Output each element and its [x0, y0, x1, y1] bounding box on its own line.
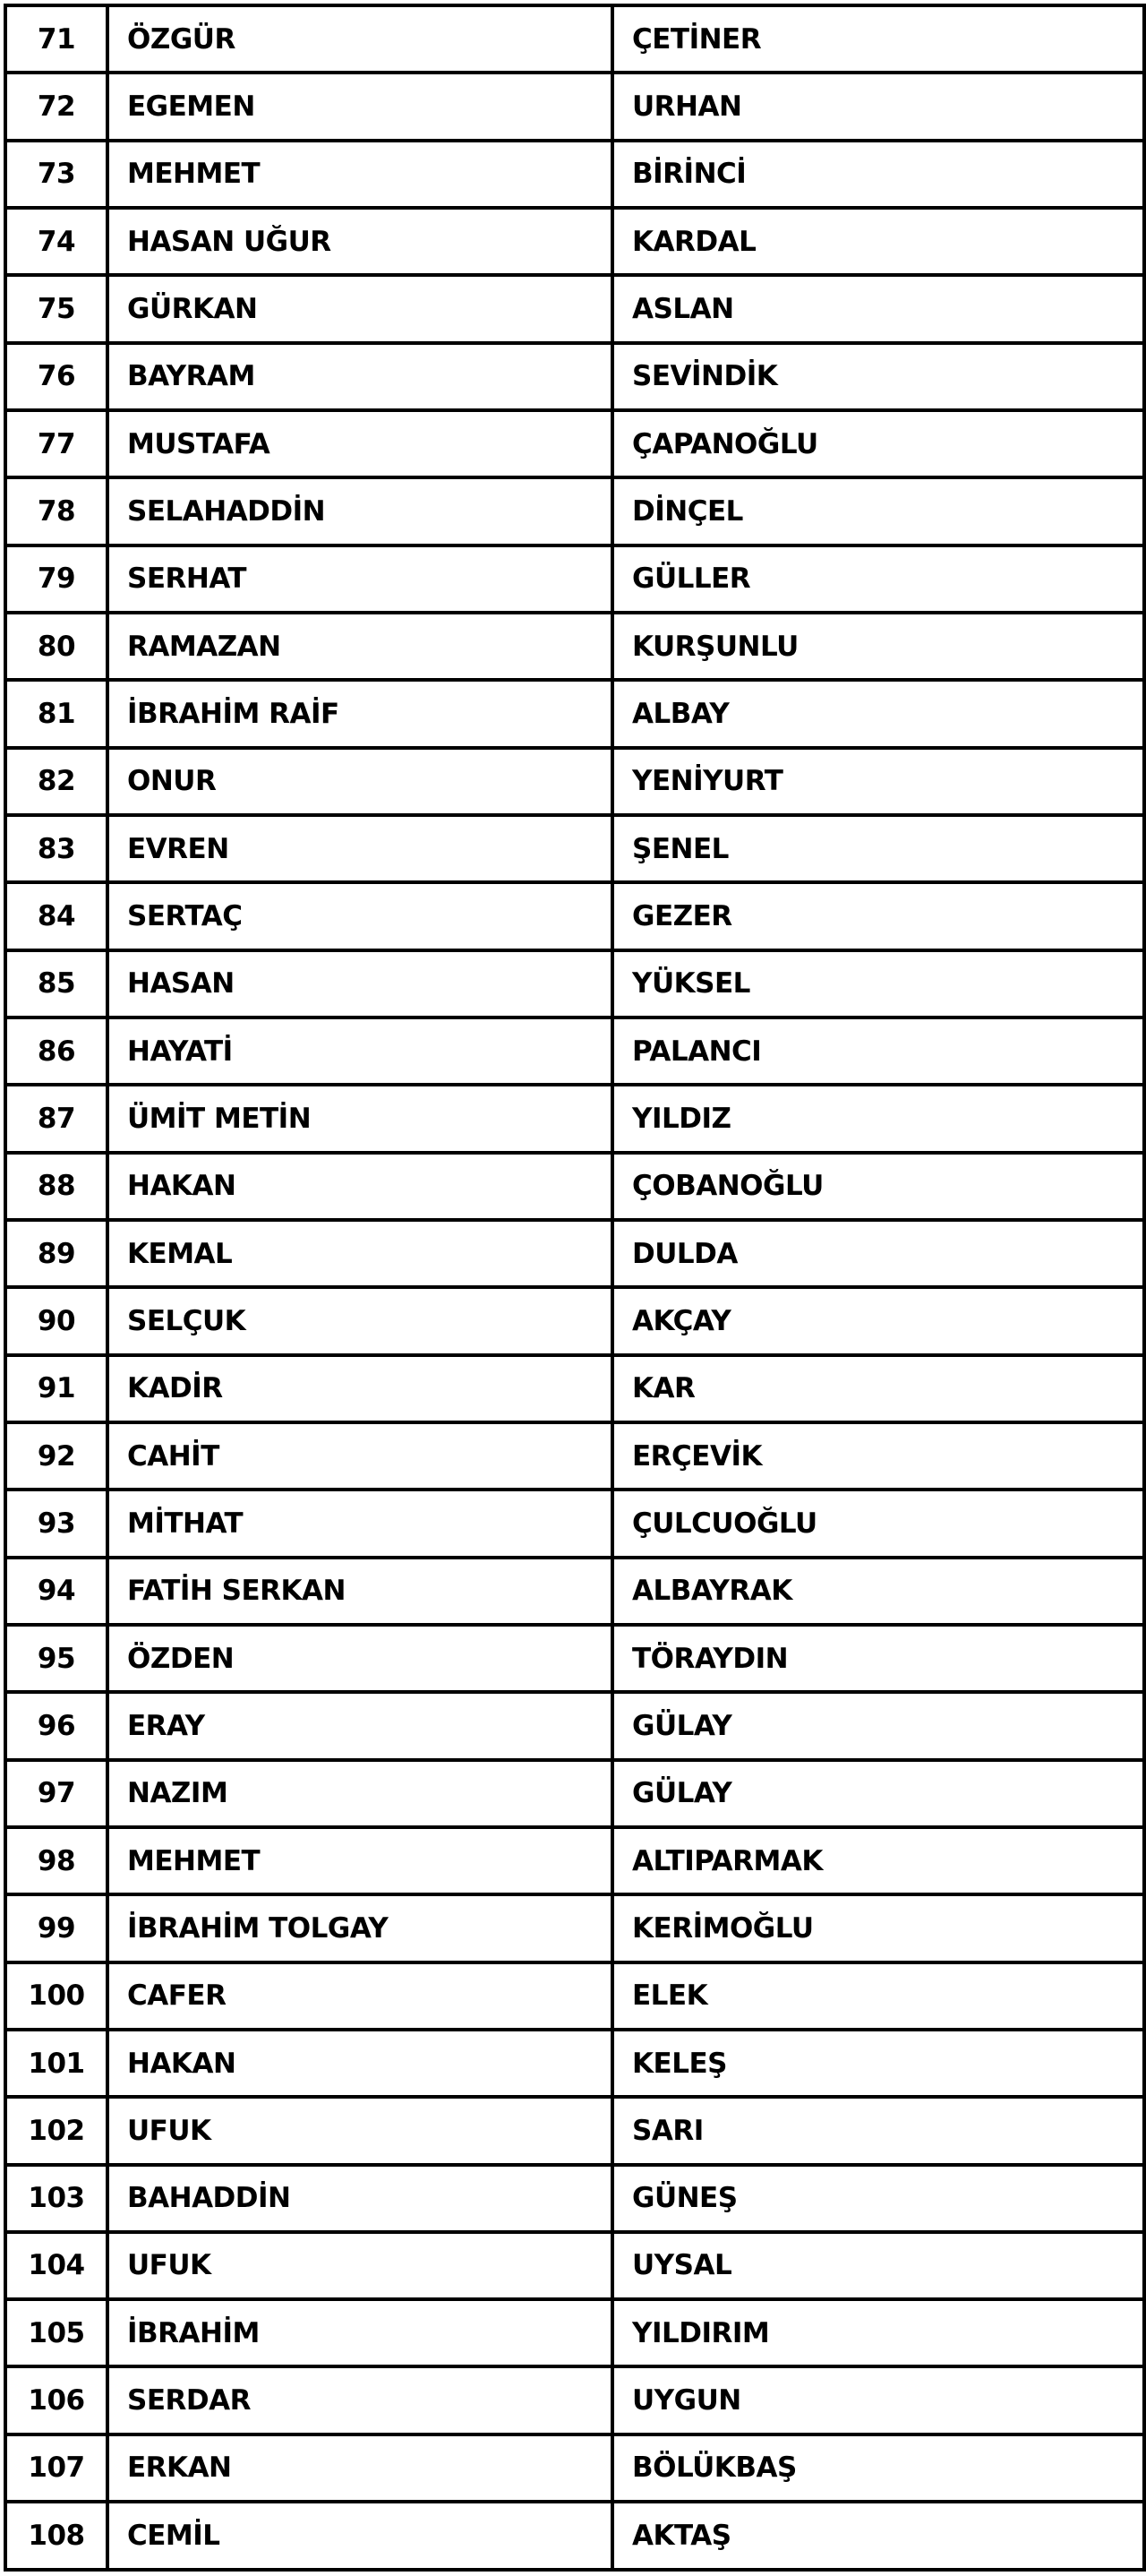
last-name-cell: UYSAL	[612, 2232, 1144, 2299]
table-row	[5, 1490, 1144, 1557]
row-number-cell: 86	[5, 1018, 107, 1085]
last-name-cell: AKTAŞ	[612, 2502, 1144, 2570]
row-number-cell: 89	[5, 1220, 107, 1287]
last-name-cell: ÇETİNER	[612, 5, 1144, 73]
table-row	[5, 343, 1144, 410]
row-number-cell: 77	[5, 410, 107, 477]
row-number-cell: 73	[5, 141, 107, 208]
last-name-cell: ŞENEL	[612, 815, 1144, 882]
row-number-cell: 91	[5, 1355, 107, 1422]
row-number-cell: 95	[5, 1625, 107, 1692]
table-row	[5, 5, 1144, 73]
first-name-cell: HASAN	[107, 950, 612, 1018]
first-name-cell: İBRAHİM RAİF	[107, 680, 612, 747]
table-row	[5, 2434, 1144, 2502]
table-row	[5, 1287, 1144, 1354]
last-name-cell: GÜLLER	[612, 545, 1144, 613]
last-name-cell: KELEŞ	[612, 2030, 1144, 2097]
table-row	[5, 950, 1144, 1018]
last-name-cell: ALTIPARMAK	[612, 1827, 1144, 1894]
first-name-cell: ÖZDEN	[107, 1625, 612, 1692]
table-row	[5, 275, 1144, 342]
last-name-cell: YILDIZ	[612, 1085, 1144, 1152]
first-name-cell: HASAN UĞUR	[107, 208, 612, 275]
first-name-cell: MUSTAFA	[107, 410, 612, 477]
first-name-cell: FATİH SERKAN	[107, 1558, 612, 1625]
last-name-cell: KARDAL	[612, 208, 1144, 275]
table-row	[5, 545, 1144, 613]
last-name-cell: BİRİNCİ	[612, 141, 1144, 208]
row-number-cell: 75	[5, 275, 107, 342]
first-name-cell: BAHADDİN	[107, 2165, 612, 2232]
table-row	[5, 1894, 1144, 1962]
row-number-cell: 102	[5, 2097, 107, 2164]
row-number-cell: 82	[5, 748, 107, 815]
row-number-cell: 74	[5, 208, 107, 275]
first-name-cell: MİTHAT	[107, 1490, 612, 1557]
last-name-cell: PALANCI	[612, 1018, 1144, 1085]
first-name-cell: CAFER	[107, 1962, 612, 2030]
table-row	[5, 680, 1144, 747]
row-number-cell: 79	[5, 545, 107, 613]
table-row	[5, 882, 1144, 949]
first-name-cell: CAHİT	[107, 1422, 612, 1490]
row-number-cell: 101	[5, 2030, 107, 2097]
table-row	[5, 73, 1144, 140]
last-name-cell: SEVİNDİK	[612, 343, 1144, 410]
row-number-cell: 108	[5, 2502, 107, 2570]
row-number-cell: 93	[5, 1490, 107, 1557]
first-name-cell: İBRAHİM TOLGAY	[107, 1894, 612, 1962]
table-row	[5, 1220, 1144, 1287]
names-table-body	[5, 5, 1144, 2570]
last-name-cell: DİNÇEL	[612, 477, 1144, 545]
first-name-cell: ÖZGÜR	[107, 5, 612, 73]
last-name-cell: GEZER	[612, 882, 1144, 949]
table-row	[5, 2366, 1144, 2434]
last-name-cell: URHAN	[612, 73, 1144, 140]
row-number-cell: 72	[5, 73, 107, 140]
table-row	[5, 815, 1144, 882]
last-name-cell: AKÇAY	[612, 1287, 1144, 1354]
row-number-cell: 83	[5, 815, 107, 882]
last-name-cell: KURŞUNLU	[612, 613, 1144, 680]
first-name-cell: ERKAN	[107, 2434, 612, 2502]
first-name-cell: HAKAN	[107, 2030, 612, 2097]
last-name-cell: DULDA	[612, 1220, 1144, 1287]
first-name-cell: HAYATİ	[107, 1018, 612, 1085]
names-table	[4, 4, 1146, 2572]
table-row	[5, 1153, 1144, 1220]
table-row	[5, 477, 1144, 545]
first-name-cell: BAYRAM	[107, 343, 612, 410]
table-row	[5, 410, 1144, 477]
first-name-cell: UFUK	[107, 2232, 612, 2299]
table-row	[5, 2299, 1144, 2366]
row-number-cell: 80	[5, 613, 107, 680]
first-name-cell: SERHAT	[107, 545, 612, 613]
row-number-cell: 78	[5, 477, 107, 545]
row-number-cell: 85	[5, 950, 107, 1018]
last-name-cell: YILDIRIM	[612, 2299, 1144, 2366]
last-name-cell: YENİYURT	[612, 748, 1144, 815]
row-number-cell: 84	[5, 882, 107, 949]
last-name-cell: ÇAPANOĞLU	[612, 410, 1144, 477]
first-name-cell: MEHMET	[107, 1827, 612, 1894]
row-number-cell: 81	[5, 680, 107, 747]
first-name-cell: ÜMİT METİN	[107, 1085, 612, 1152]
row-number-cell: 87	[5, 1085, 107, 1152]
table-row	[5, 1692, 1144, 1759]
first-name-cell: SELÇUK	[107, 1287, 612, 1354]
last-name-cell: KAR	[612, 1355, 1144, 1422]
table-row	[5, 1085, 1144, 1152]
first-name-cell: SERTAÇ	[107, 882, 612, 949]
row-number-cell: 106	[5, 2366, 107, 2434]
last-name-cell: ALBAYRAK	[612, 1558, 1144, 1625]
row-number-cell: 103	[5, 2165, 107, 2232]
row-number-cell: 90	[5, 1287, 107, 1354]
table-row	[5, 2232, 1144, 2299]
last-name-cell: BÖLÜKBAŞ	[612, 2434, 1144, 2502]
first-name-cell: SELAHADDİN	[107, 477, 612, 545]
row-number-cell: 107	[5, 2434, 107, 2502]
table-row	[5, 2030, 1144, 2097]
row-number-cell: 76	[5, 343, 107, 410]
row-number-cell: 88	[5, 1153, 107, 1220]
table-row	[5, 208, 1144, 275]
row-number-cell: 96	[5, 1692, 107, 1759]
first-name-cell: CEMİL	[107, 2502, 612, 2570]
table-row	[5, 1018, 1144, 1085]
row-number-cell: 100	[5, 1962, 107, 2030]
table-row	[5, 1558, 1144, 1625]
row-number-cell: 71	[5, 5, 107, 73]
table-row	[5, 2502, 1144, 2570]
last-name-cell: ÇULCUOĞLU	[612, 1490, 1144, 1557]
last-name-cell: KERİMOĞLU	[612, 1894, 1144, 1962]
row-number-cell: 105	[5, 2299, 107, 2366]
table-row	[5, 2097, 1144, 2164]
first-name-cell: NAZIM	[107, 1760, 612, 1827]
first-name-cell: MEHMET	[107, 141, 612, 208]
last-name-cell: ALBAY	[612, 680, 1144, 747]
first-name-cell: HAKAN	[107, 1153, 612, 1220]
table-row	[5, 1827, 1144, 1894]
last-name-cell: GÜNEŞ	[612, 2165, 1144, 2232]
row-number-cell: 98	[5, 1827, 107, 1894]
first-name-cell: ERAY	[107, 1692, 612, 1759]
last-name-cell: TÖRAYDIN	[612, 1625, 1144, 1692]
table-row	[5, 748, 1144, 815]
row-number-cell: 97	[5, 1760, 107, 1827]
last-name-cell: GÜLAY	[612, 1760, 1144, 1827]
first-name-cell: SERDAR	[107, 2366, 612, 2434]
first-name-cell: RAMAZAN	[107, 613, 612, 680]
table-row	[5, 613, 1144, 680]
first-name-cell: ONUR	[107, 748, 612, 815]
table-row	[5, 1962, 1144, 2030]
last-name-cell: ERÇEVİK	[612, 1422, 1144, 1490]
table-row	[5, 1355, 1144, 1422]
last-name-cell: YÜKSEL	[612, 950, 1144, 1018]
row-number-cell: 92	[5, 1422, 107, 1490]
last-name-cell: ASLAN	[612, 275, 1144, 342]
last-name-cell: GÜLAY	[612, 1692, 1144, 1759]
table-row	[5, 1625, 1144, 1692]
table-row	[5, 2165, 1144, 2232]
first-name-cell: UFUK	[107, 2097, 612, 2164]
row-number-cell: 94	[5, 1558, 107, 1625]
last-name-cell: SARI	[612, 2097, 1144, 2164]
row-number-cell: 99	[5, 1894, 107, 1962]
first-name-cell: KADİR	[107, 1355, 612, 1422]
first-name-cell: EVREN	[107, 815, 612, 882]
last-name-cell: UYGUN	[612, 2366, 1144, 2434]
table-row	[5, 1422, 1144, 1490]
first-name-cell: EGEMEN	[107, 73, 612, 140]
first-name-cell: İBRAHİM	[107, 2299, 612, 2366]
first-name-cell: GÜRKAN	[107, 275, 612, 342]
table-row	[5, 1760, 1144, 1827]
table-row	[5, 141, 1144, 208]
last-name-cell: ÇOBANOĞLU	[612, 1153, 1144, 1220]
row-number-cell: 104	[5, 2232, 107, 2299]
first-name-cell: KEMAL	[107, 1220, 612, 1287]
last-name-cell: ELEK	[612, 1962, 1144, 2030]
